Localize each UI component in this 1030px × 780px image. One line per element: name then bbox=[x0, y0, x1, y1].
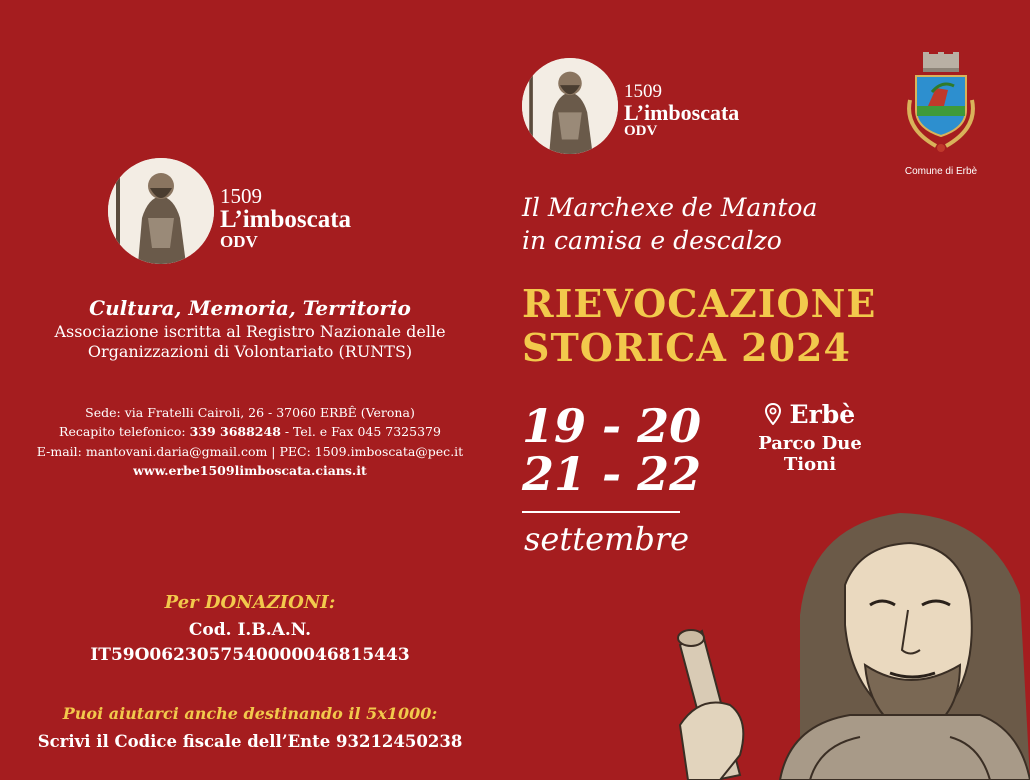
phone-label: Recapito telefonico: bbox=[59, 424, 186, 440]
event-logo-suffix: ODV bbox=[624, 123, 658, 140]
event-headline bbox=[522, 282, 876, 369]
address: Sede: via Fratelli Cairoli, 26 - 37060 ERBÊ (Verona) bbox=[85, 405, 415, 420]
association-description bbox=[20, 322, 480, 362]
iban-label: Cod. I.B.A.N. bbox=[188, 620, 312, 640]
comune-crest bbox=[898, 50, 984, 177]
dates-line-1: 19 - 20 bbox=[522, 399, 702, 453]
subtitle-line-2: in camisa e descalzo bbox=[522, 225, 782, 255]
portrait-illustration bbox=[660, 505, 1030, 780]
phone-line bbox=[10, 422, 490, 441]
knight-illustration bbox=[108, 158, 214, 264]
event-subtitle bbox=[522, 192, 817, 257]
association-line-1: Associazione iscritta al Registro Nazionale delle bbox=[54, 322, 446, 341]
left-panel bbox=[0, 0, 500, 780]
donations-title: Per DONAZIONI: bbox=[164, 592, 336, 613]
event-logo-year: 1509 bbox=[624, 81, 662, 102]
coat-of-arms-icon bbox=[898, 50, 984, 162]
iban-code: IT59O0623057540000046815443 bbox=[90, 644, 410, 665]
right-panel bbox=[500, 0, 1030, 780]
location-name: Erbè bbox=[789, 400, 856, 429]
email-line[interactable]: E-mail: mantovani.daria@gmail.com | PEC: 1509.imboscata@pec.it bbox=[36, 443, 464, 459]
contact-block bbox=[10, 403, 490, 481]
logo-year: 1509 bbox=[220, 184, 262, 208]
logo-suffix: ODV bbox=[220, 232, 258, 252]
location-line bbox=[730, 400, 890, 429]
five-per-mille-title: Puoi aiutarci anche destinando il 5x1000: bbox=[62, 704, 438, 723]
map-pin-icon bbox=[765, 403, 781, 425]
fax: - Tel. e Fax 045 7325379 bbox=[280, 424, 441, 440]
website-link[interactable]: www.erbe1509limboscata.cians.it bbox=[133, 463, 367, 479]
event-logo bbox=[522, 58, 739, 154]
phone-number[interactable]: 339 3688248 bbox=[189, 424, 281, 440]
five-per-mille-text: Scrivi il Codice fiscale dell’Ente 93212450238 bbox=[37, 732, 463, 751]
knight-illustration-small bbox=[522, 58, 618, 154]
logo-emblem bbox=[108, 158, 214, 264]
event-location bbox=[730, 400, 890, 475]
association-line-2: Organizzazioni di Volontariato (RUNTS) bbox=[87, 342, 413, 361]
subtitle-line-1: Il Marchexe de Mantoa bbox=[522, 193, 818, 222]
event-dates bbox=[522, 399, 702, 502]
event-logo-emblem bbox=[522, 58, 618, 154]
event-logo-name: L’imboscata bbox=[624, 100, 740, 125]
headline-line-2: STORICA 2024 bbox=[522, 324, 851, 370]
headline-line-1: RIEVOCAZIONE bbox=[522, 281, 877, 326]
donations-block bbox=[20, 618, 480, 667]
venue-name: Parco Due Tioni bbox=[758, 433, 862, 475]
dates-divider bbox=[522, 511, 680, 513]
event-month: settembre bbox=[524, 520, 690, 558]
tagline: Cultura, Memoria, Territorio bbox=[89, 296, 411, 320]
comune-label: Comune di Erbè bbox=[904, 166, 978, 177]
dates-line-2: 21 - 22 bbox=[522, 447, 702, 502]
association-logo bbox=[108, 158, 351, 264]
logo-name: L’imboscata bbox=[220, 206, 352, 233]
